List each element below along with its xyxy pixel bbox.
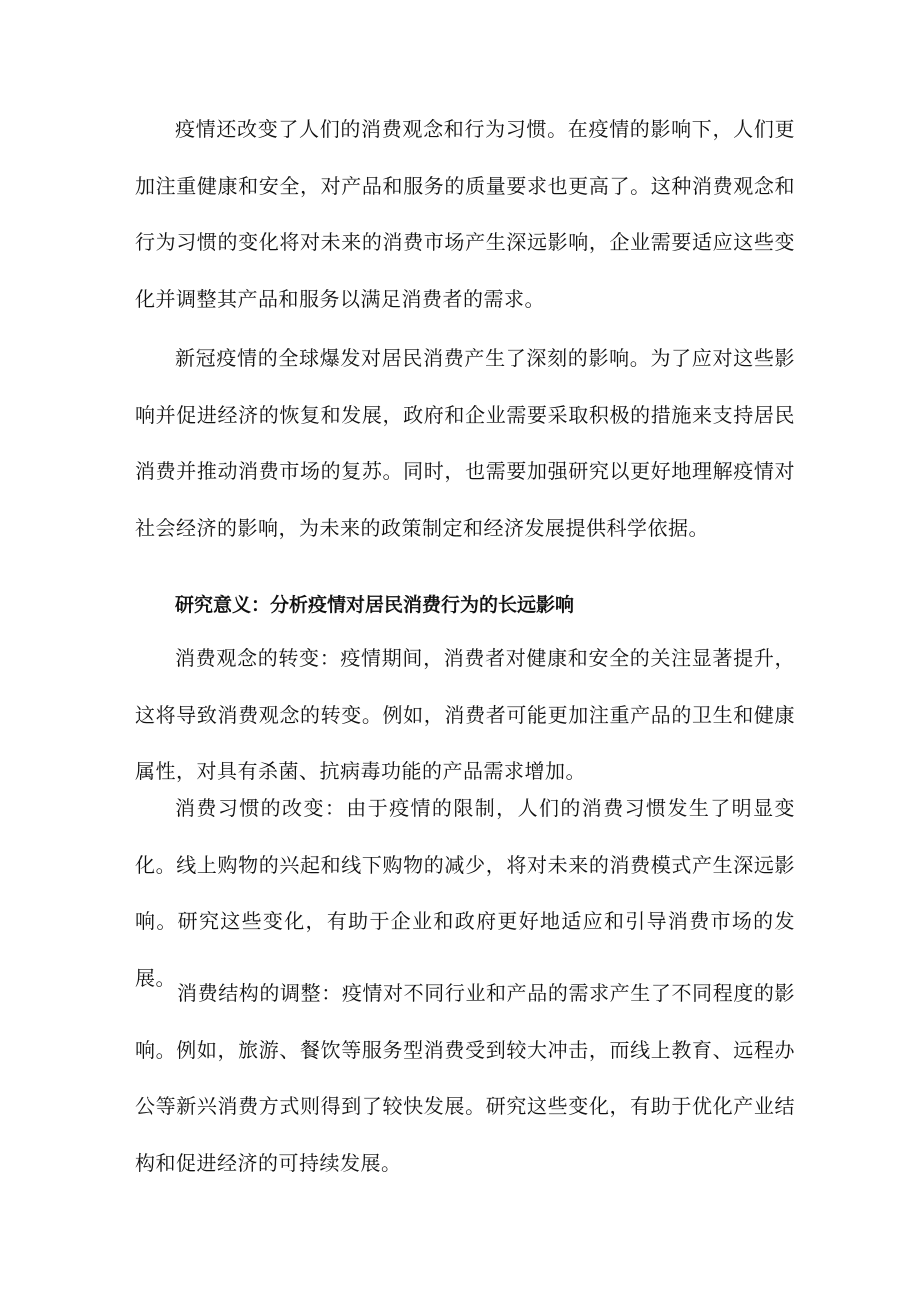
section-consumption-habit: 消费习惯的改变：由于疫情的限制，人们的消费习惯发生了明显变化。线上购物的兴起和线下购物的减少，将对未来的消费模式产生深远影响。研究这些变化，有助于企业和政府更好地适应和引导消费市场的发展。 [135, 796, 795, 990]
paragraph-pandemic-impact: 新冠疫情的全球爆发对居民消费产生了深刻的影响。为了应对这些影响并促进经济的恢复和发展，政府和企业需要采取积极的措施来支持居民消费并推动消费市场的复苏。同时，也需要加强研究以更好地理解疫情对社会经济的影响，为未来的政策制定和经济发展提供科学依据。 [135, 346, 795, 540]
section-consumption-concept: 消费观念的转变：疫情期间，消费者对健康和安全的关注显著提升，这将导致消费观念的转变。例如，消费者可能更加注重产品的卫生和健康属性，对具有杀菌、抗病毒功能的产品需求增加。 [135, 646, 795, 783]
paragraph-consumption-habits: 疫情还改变了人们的消费观念和行为习惯。在疫情的影响下，人们更加注重健康和安全，对产品和服务的质量要求也更高了。这种消费观念和行为习惯的变化将对未来的消费市场产生深远影响，企业需要适应这些变化并调整其产品和服务以满足消费者的需求。 [135, 117, 795, 311]
section-consumption-structure: 消费结构的调整：疫情对不同行业和产品的需求产生了不同程度的影响。例如，旅游、餐饮等服务型消费受到较大冲击，而线上教育、远程办公等新兴消费方式则得到了较快发展。研究这些变化，有助于优化产业结构和促进经济的可持续发展。 [135, 981, 795, 1175]
section-heading: 研究意义：分析疫情对居民消费行为的长远影响 [175, 594, 575, 616]
